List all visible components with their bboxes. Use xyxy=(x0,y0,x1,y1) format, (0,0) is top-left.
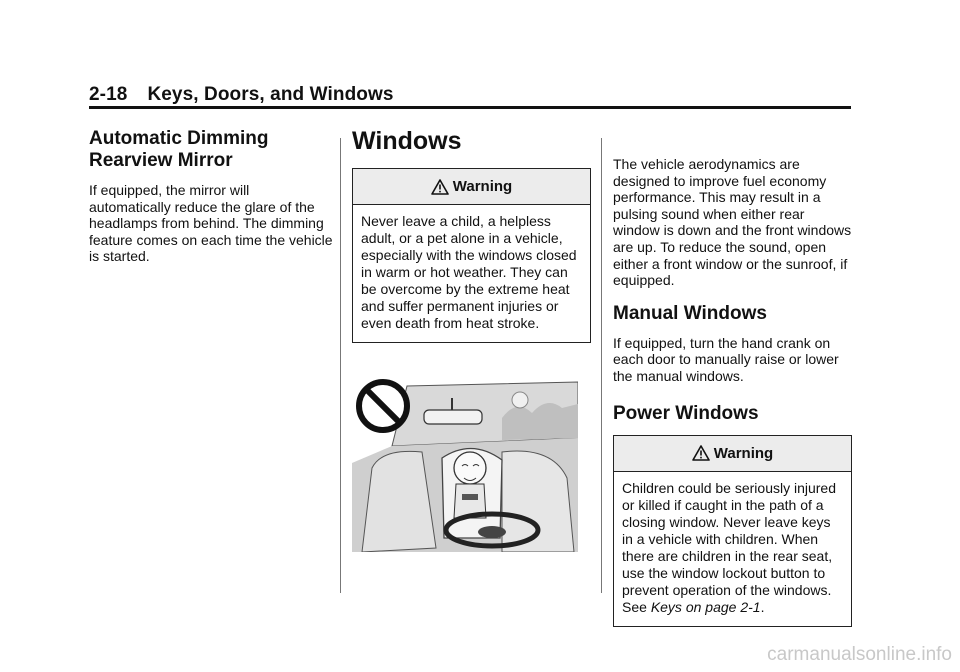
watermark: carmanualsonline.info xyxy=(767,644,952,665)
section-heading-power-windows: Power Windows xyxy=(613,402,759,424)
warning-label: Warning xyxy=(452,178,513,195)
page-number: 2-18 xyxy=(89,84,128,105)
warning-triangle-icon xyxy=(431,179,449,195)
keys-page-link[interactable]: Keys on page 2-1 xyxy=(650,598,761,615)
section-title: Keys, Doors, and Windows xyxy=(147,84,394,105)
rearview-mirror-text: If equipped, the mirror will automatically reduce the glare of the headlamps from behind. The dimming feature comes on each time the vehicle is started. xyxy=(89,182,333,265)
section-heading-windows: Windows xyxy=(352,127,462,155)
warning-text-main: Children could be seriously injured or killed if caught in the path of a closing window. Never leave keys in a vehicle with children. When there are children in the rear seat, use the window lockout button to prevent operation of the windows. See xyxy=(622,479,837,615)
warning-header xyxy=(353,169,590,205)
column-right xyxy=(613,156,853,627)
warning-box xyxy=(613,435,852,627)
no-child-alone-in-car-illustration xyxy=(352,368,578,552)
aerodynamics-text: The vehicle aerodynamics are designed to improve fuel economy performance. This may result in a pulsing sound when either rear window is down and the front windows are up. To reduce the sound, open either a front window or the sunroof, if equipped. xyxy=(613,156,852,289)
column-middle xyxy=(352,126,592,343)
section-heading-manual-windows: Manual Windows xyxy=(613,302,767,324)
column-divider xyxy=(340,138,341,593)
warning-label: Warning xyxy=(713,444,774,462)
section-heading-rearview-mirror: Automatic Dimming Rearview Mirror xyxy=(89,128,269,171)
column-left xyxy=(89,128,334,265)
warning-text-end: . xyxy=(760,598,765,615)
warning-text xyxy=(614,472,851,626)
warning-header xyxy=(614,436,851,472)
page-header xyxy=(89,84,394,106)
header-rule xyxy=(89,106,851,109)
warning-triangle-icon xyxy=(692,445,710,461)
column-divider xyxy=(601,138,602,593)
warning-box xyxy=(352,168,591,343)
warning-text: Never leave a child, a helpless adult, or a pet alone in a vehicle, especially with the windows closed in warm or hot weather. They can be overcome by the extreme heat and suffer permanent injuries or even death from heat stroke. xyxy=(361,213,577,331)
manual-windows-text: If equipped, turn the hand crank on each door to manually raise or lower the manual windows. xyxy=(613,334,839,384)
